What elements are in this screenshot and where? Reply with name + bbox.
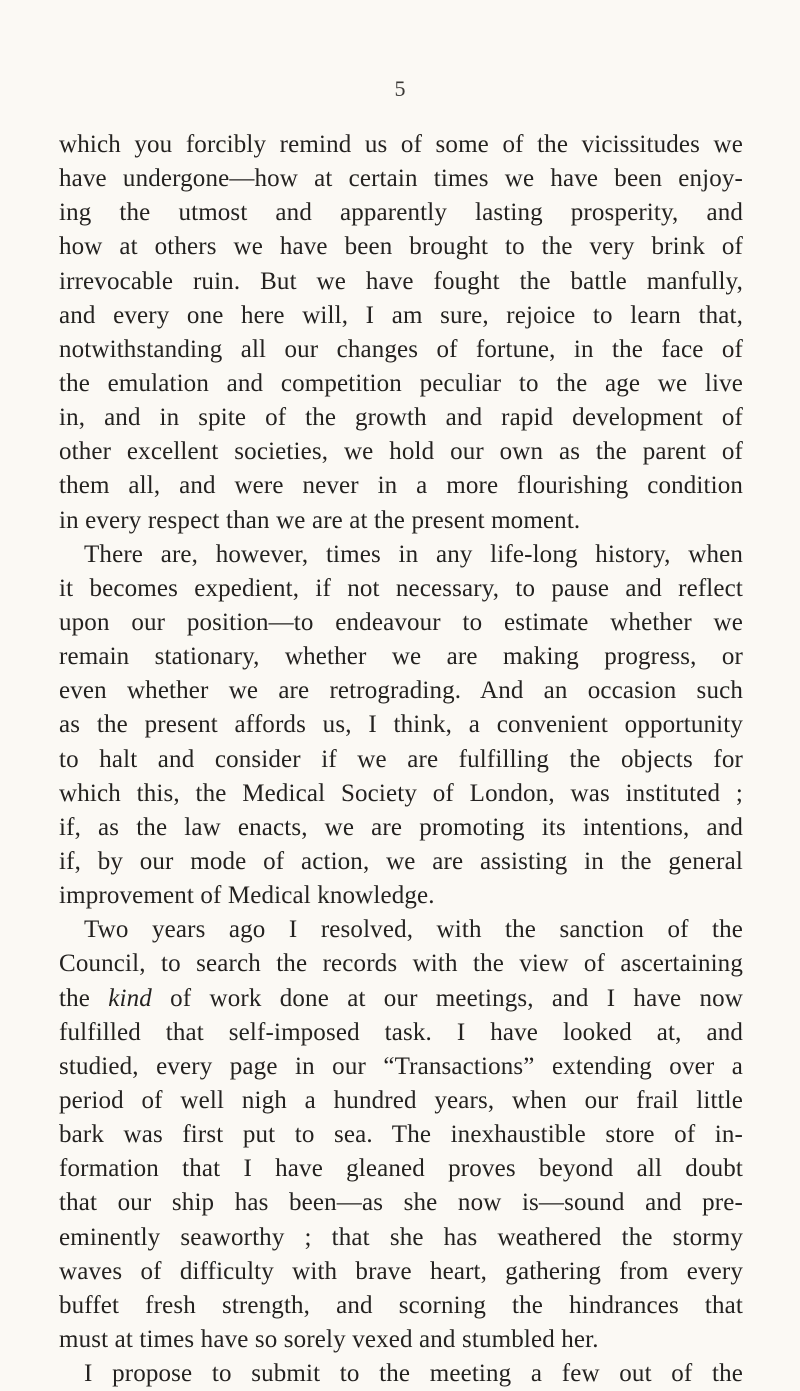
text-line: even whether we are retrograding. And an occasion such: [59, 677, 743, 705]
text-line: fulfilled that self-imposed task. I have looked at, and: [59, 1018, 743, 1046]
text-line: as the present affords us, I think, a convenient opportunity: [59, 711, 743, 739]
text-line: if, as the law enacts, we are promoting its intentions, and: [59, 813, 743, 841]
text-line: to halt and consider if we are fulfilling the objects for: [59, 745, 743, 773]
text-line: notwithstanding all our changes of fortune, in the face of: [59, 335, 743, 363]
text-line: I propose to submit to the meeting a few out of the: [84, 1360, 743, 1388]
text-line: and every one here will, I am sure, rejoice to learn that,: [59, 301, 743, 329]
text-line: that our ship has been—as she now is—sound and pre-: [59, 1189, 743, 1217]
text-line: if, by our mode of action, we are assisting in the general: [59, 847, 743, 875]
text-line: which you forcibly remind us of some of the vicissitudes we: [59, 131, 743, 158]
text-line: period of well nigh a hundred years, when our frail little: [59, 1086, 743, 1114]
italic-word: kind: [108, 984, 152, 1012]
text-line: improvement of Medical knowledge.: [59, 882, 435, 910]
text-segment: the: [59, 984, 109, 1012]
text-line: bark was first put to sea. The inexhaustible store of in-: [59, 1121, 743, 1149]
text-line: it becomes expedient, if not necessary, to pause and reflect: [59, 574, 743, 602]
text-line: Two years ago I resolved, with the sanction of the: [84, 916, 743, 944]
text-line: upon our position—to endeavour to estimate whether we: [59, 608, 743, 636]
text-line: the emulation and competition peculiar to the age we live: [59, 369, 743, 397]
text-line: buffet fresh strength, and scorning the hindrances that: [59, 1291, 743, 1319]
text-line: There are, however, times in any life-long history, when: [84, 540, 743, 568]
text-line: remain stationary, whether we are making progress, or: [59, 643, 743, 671]
text-line: studied, every page in our “Transactions” extending over a: [59, 1052, 743, 1080]
text-line: other excellent societies, we hold our own as the parent of: [59, 438, 743, 466]
text-segment: of work done at our meetings, and I have now: [151, 984, 743, 1012]
text-line: waves of difficulty with brave heart, gathering from every: [59, 1257, 743, 1285]
text-line: eminently seaworthy ; that she has weathered the stormy: [59, 1223, 743, 1251]
text-line: how at others we have been brought to the very brink of: [59, 233, 743, 261]
text-line: [59, 982, 743, 1016]
text-line: in, and in spite of the growth and rapid development of: [59, 404, 743, 432]
text-line: have undergone—how at certain times we have been enjoy-: [59, 165, 743, 193]
text-line: must at times have so sorely vexed and stumbled her.: [59, 1325, 599, 1353]
text-line: irrevocable ruin. But we have fought the battle manfully,: [59, 267, 743, 295]
text-line: ing the utmost and apparently lasting prosperity, and: [59, 199, 743, 227]
text-line: them all, and were never in a more flourishing condition: [59, 472, 743, 500]
text-line: formation that I have gleaned proves beyond all doubt: [59, 1155, 743, 1183]
page-number: 5: [394, 76, 406, 101]
text-line: in every respect than we are at the present moment.: [59, 506, 581, 534]
text-line: which this, the Medical Society of London, was instituted ;: [59, 779, 743, 807]
body-text: [59, 128, 743, 1391]
text-line: Council, to search the records with the view of ascertaining: [59, 950, 743, 978]
